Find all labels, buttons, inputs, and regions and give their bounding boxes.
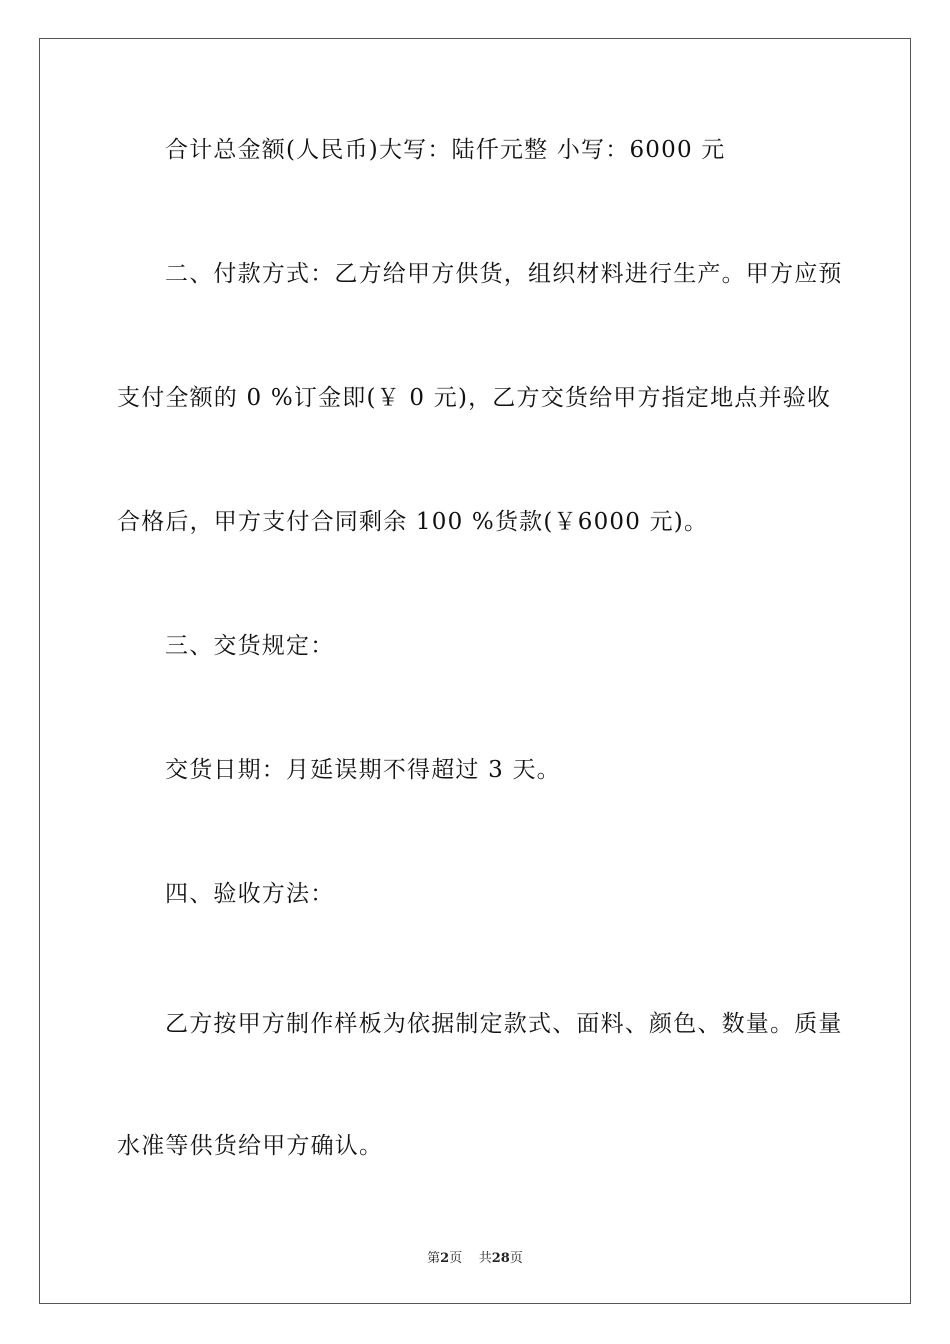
page-number: 2 [440, 1251, 450, 1266]
acceptance-method-line-2: 水准等供货给甲方确认。 [117, 1133, 384, 1159]
payment-method-line-2: 支付全额的 0 %订金即(￥ 0 元)，乙方交货给甲方指定地点并验收 [117, 385, 832, 411]
payment-method-line-3: 合格后，甲方支付合同剩余 100 %货款(￥6000 元)。 [117, 509, 709, 535]
total-amount-line: 合计总金额(人民币)大写：陆仟元整 小写：6000 元 [165, 137, 726, 163]
section-heading-delivery: 三、交货规定： [165, 633, 335, 659]
payment-method-line-1: 二、付款方式：乙方给甲方供货，组织材料进行生产。甲方应预 [165, 261, 843, 287]
page-suffix: 页 [449, 1251, 463, 1266]
section-heading-acceptance: 四、验收方法： [165, 881, 335, 907]
delivery-date-line: 交货日期：月延误期不得超过 3 天。 [165, 757, 561, 783]
total-suffix: 页 [509, 1251, 523, 1266]
page-border [39, 38, 911, 1304]
page-footer [0, 1247, 950, 1266]
page-prefix: 第 [427, 1251, 441, 1266]
total-pages: 28 [491, 1251, 510, 1266]
total-prefix: 共 [478, 1251, 492, 1266]
acceptance-method-line-1: 乙方按甲方制作样板为依据制定款式、面料、颜色、数量。质量 [165, 1011, 843, 1037]
